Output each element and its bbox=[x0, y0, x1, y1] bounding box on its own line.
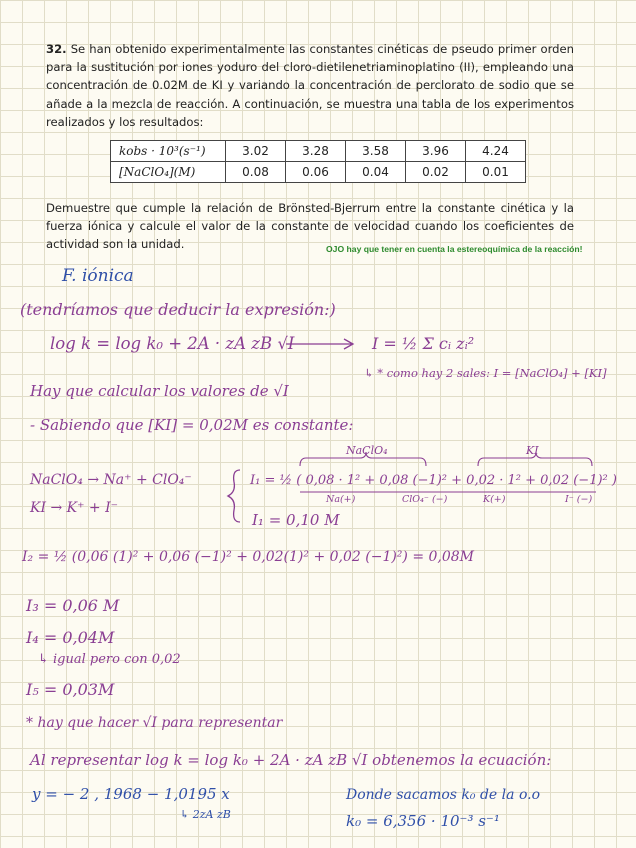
warning-note: OJO hay que tener en cuenta la estereoquímica de la reacción! bbox=[326, 244, 583, 254]
reaction-ki: KI → K⁺ + I⁻ bbox=[30, 500, 119, 516]
table-cell: 3.02 bbox=[226, 141, 286, 162]
table-cell: 0.08 bbox=[226, 162, 286, 183]
problem-statement bbox=[46, 40, 574, 131]
two-salts-note: ↳ * como hay 2 sales: I = [NaClO₄] + [KI] bbox=[364, 366, 607, 380]
problem-number: 32. bbox=[46, 42, 67, 56]
table-row bbox=[111, 162, 526, 183]
I2-expression: I₂ = ½ (0,06 (1)² + 0,06 (−1)² + 0,02(1)² + 0,02 (−1)²) = 0,08M bbox=[22, 549, 475, 565]
I3-result: I₃ = 0,06 M bbox=[26, 596, 120, 615]
k0-sentence: Donde sacamos k₀ de la o.o bbox=[346, 787, 541, 803]
task-paragraph: Demuestre que cumple la relación de Brönsted-Bjerrum entre la constante cinética y la fuerza iónica y calcule el valor de la constante de velocidad cuando los coeficientes de actividad son la unidad. bbox=[46, 201, 574, 252]
I4-result: I₄ = 0,04M bbox=[26, 628, 115, 647]
table-cell: 3.28 bbox=[286, 141, 346, 162]
represent-sentence: Al representar log k = log k₀ + 2A · zA zB √I obtenemos la ecuación: bbox=[30, 751, 552, 769]
table-cell: 0.02 bbox=[406, 162, 466, 183]
I4-note: ↳ igual pero con 0,02 bbox=[38, 652, 181, 667]
I5-result: I₅ = 0,03M bbox=[26, 680, 115, 699]
problem-text: Se han obtenido experimentalmente las constantes cinéticas de pseudo primer orden para la sustitución por iones yoduro del cloro-dietilenetriaminoplatino (II), empleando una concentración de 0.02M de KI y variando la concentración de perclorato de sodio que se añade a la mezcla de reacción. A continuación, se muestra una tabla de los experimentos realizados y los resultados: bbox=[46, 42, 574, 129]
sqrt-note: * hay que hacer √I para representar bbox=[26, 715, 283, 731]
ion-label-clo4: ClO₄⁻ (−) bbox=[402, 494, 448, 505]
table-cell: 0.06 bbox=[286, 162, 346, 183]
linear-fit-equation: y = − 2 , 1968 − 1,0195 x bbox=[32, 785, 230, 803]
table-cell: 0.04 bbox=[346, 162, 406, 183]
row-header-naclo4: [NaClO₄](M) bbox=[111, 162, 226, 183]
calc-title: Hay que calcular los valores de √I bbox=[30, 382, 289, 400]
results-table bbox=[110, 140, 526, 183]
table-cell: 0.01 bbox=[466, 162, 526, 183]
table-cell: 4.24 bbox=[466, 141, 526, 162]
table-cell: 3.96 bbox=[406, 141, 466, 162]
curly-brace bbox=[228, 470, 240, 522]
notes-heading: F. iónica bbox=[62, 266, 134, 286]
slope-note: ↳ 2zA zB bbox=[180, 808, 231, 821]
bronsted-equation: log k = log k₀ + 2A · zA zB √I bbox=[50, 334, 295, 353]
I1-result: I₁ = 0,10 M bbox=[252, 511, 340, 529]
table-row bbox=[111, 141, 526, 162]
I1-expression: I₁ = ½ ( 0,08 · 1² + 0,08 (−1)² + 0,02 · 1² + 0,02 (−1)² ) bbox=[250, 473, 617, 488]
notes-intro: (tendríamos que deducir la expresión:) bbox=[20, 300, 336, 319]
row-header-kobs: kobs · 10³(s⁻¹) bbox=[111, 141, 226, 162]
ki-constant-note: - Sabiendo que [KI] = 0,02M es constante: bbox=[30, 416, 354, 434]
table-cell: 3.58 bbox=[346, 141, 406, 162]
label-naclo4: NaClO₄ bbox=[346, 444, 388, 457]
ion-label-na: Na(+) bbox=[326, 494, 356, 505]
ionic-strength-equation: I = ½ Σ cᵢ zᵢ² bbox=[372, 334, 475, 353]
ion-label-i: I⁻ (−) bbox=[565, 494, 593, 505]
arrow-to-ionic-strength bbox=[286, 339, 353, 349]
ion-label-k: K(+) bbox=[483, 494, 506, 505]
label-ki: KI bbox=[526, 444, 539, 457]
reaction-naclo4: NaClO₄ → Na⁺ + ClO₄⁻ bbox=[30, 472, 192, 488]
k0-value: k₀ = 6,356 · 10⁻³ s⁻¹ bbox=[346, 812, 500, 830]
